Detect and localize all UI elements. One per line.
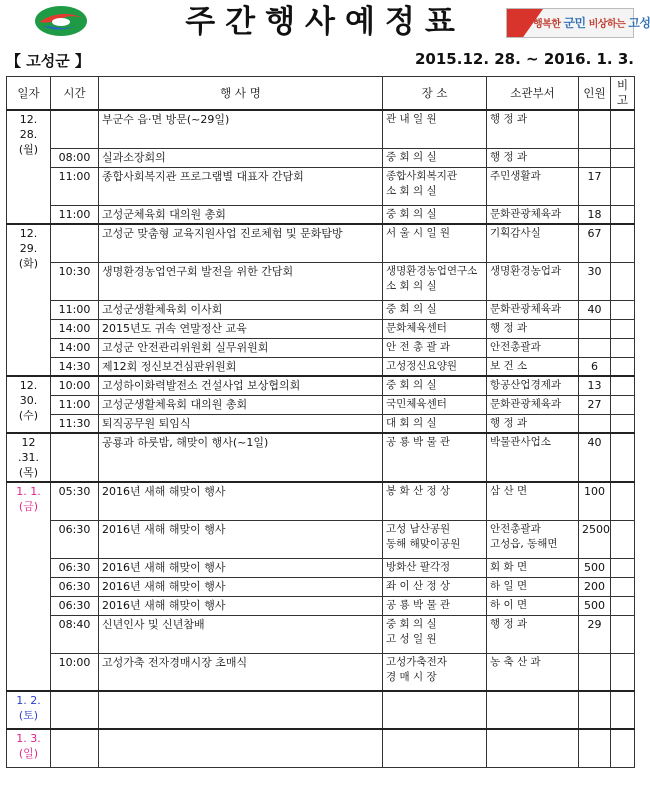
time-cell: 14:30 [51,357,99,376]
note-cell [611,262,635,300]
count-cell [579,148,611,167]
count-cell: 27 [579,395,611,414]
event-name-cell: 고성군체육회 대의원 총회 [99,205,383,224]
dept-cell: 안전총괄과 [487,338,579,357]
event-name-cell: 2016년 새해 해맞이 행사 [99,558,383,577]
count-cell: 17 [579,167,611,205]
count-cell [579,319,611,338]
time-cell: 11:00 [51,167,99,205]
count-cell [579,338,611,357]
place-cell: 고성가축전자 경 매 시 장 [383,653,487,691]
place-cell: 서 울 시 일 원 [383,224,487,262]
count-cell: 500 [579,596,611,615]
note-cell [611,319,635,338]
place-cell: 고성정신요양원 [383,357,487,376]
note-cell [611,653,635,691]
time-cell: 11:00 [51,205,99,224]
table-row [7,338,635,357]
table-row [7,167,635,205]
table-row [7,224,635,262]
event-name-cell: 2016년 새해 해맞이 행사 [99,482,383,520]
place-cell: 대 회 의 실 [383,414,487,433]
event-name-cell: 2015년도 귀속 연말정산 교육 [99,319,383,338]
event-name-cell [99,729,383,767]
time-cell: 11:00 [51,395,99,414]
count-cell [579,414,611,433]
time-cell: 14:00 [51,338,99,357]
place-cell: 중 회 의 실 [383,205,487,224]
place-cell: 방화산 팔각정 [383,558,487,577]
event-name-cell: 고성군 맞춤형 교육지원사업 진로체험 및 문화탐방 [99,224,383,262]
note-cell [611,691,635,729]
dept-cell: 문화관광체육과 [487,395,579,414]
dept-cell: 하 이 면 [487,596,579,615]
table-row [7,729,635,767]
dept-cell: 행 정 과 [487,414,579,433]
note-cell [611,395,635,414]
dept-cell [487,691,579,729]
event-name-cell: 고성하이화력발전소 건설사업 보상협의회 [99,376,383,395]
count-cell: 30 [579,262,611,300]
dept-cell: 행 정 과 [487,148,579,167]
dept-cell: 농 축 산 과 [487,653,579,691]
date-cell: 12 .31. (목) [7,433,51,482]
time-cell: 10:30 [51,262,99,300]
count-cell: 100 [579,482,611,520]
time-cell [51,691,99,729]
date-cell: 1. 3. (일) [7,729,51,767]
gosung-county-logo-icon [30,4,92,38]
count-cell: 67 [579,224,611,262]
dept-cell: 회 화 면 [487,558,579,577]
event-name-cell: 생명환경농업연구회 발전을 위한 간담회 [99,262,383,300]
col-header-dept: 소관부서 [487,77,579,111]
count-cell: 2500 [579,520,611,558]
time-cell: 06:30 [51,577,99,596]
table-row [7,482,635,520]
note-cell [611,482,635,520]
note-cell [611,558,635,577]
dept-cell: 문화관광체육과 [487,205,579,224]
count-cell [579,653,611,691]
note-cell [611,414,635,433]
place-cell: 공 룡 박 물 관 [383,433,487,482]
note-cell [611,376,635,395]
note-cell [611,205,635,224]
dept-cell: 보 건 소 [487,357,579,376]
table-row [7,300,635,319]
time-cell [51,729,99,767]
place-cell: 중 회 의 실 고 성 일 원 [383,615,487,653]
col-header-place: 장 소 [383,77,487,111]
note-cell [611,596,635,615]
event-name-cell: 종합사회복지관 프로그램별 대표자 간담회 [99,167,383,205]
time-cell: 11:00 [51,300,99,319]
place-cell [383,729,487,767]
count-cell: 6 [579,357,611,376]
time-cell: 14:00 [51,319,99,338]
event-name-cell [99,691,383,729]
note-cell [611,577,635,596]
count-cell [579,110,611,148]
slogan-text: 행복한 군민 비상하는 고성 [533,16,650,30]
event-name-cell: 2016년 새해 해맞이 행사 [99,596,383,615]
count-cell: 200 [579,577,611,596]
dept-cell: 생명환경농업과 [487,262,579,300]
count-cell [579,691,611,729]
time-cell [51,224,99,262]
col-header-event: 행 사 명 [99,77,383,111]
dept-cell: 행 정 과 [487,319,579,338]
note-cell [611,167,635,205]
event-name-cell: 고성군 안전관리위원회 실무위원회 [99,338,383,357]
period-label: 2015.12. 28. ~ 2016. 1. 3. [415,50,634,68]
col-header-date: 일자 [7,77,51,111]
place-cell: 문화체육센터 [383,319,487,338]
dept-cell: 행 정 과 [487,110,579,148]
place-cell: 안 전 총 괄 과 [383,338,487,357]
place-cell: 국민체육센터 [383,395,487,414]
table-row [7,357,635,376]
col-header-count: 인원 [579,77,611,111]
slogan-banner [506,8,650,38]
time-cell: 06:30 [51,596,99,615]
dept-cell: 기획감사실 [487,224,579,262]
time-cell: 05:30 [51,482,99,520]
dept-cell: 하 일 면 [487,577,579,596]
table-row [7,148,635,167]
place-cell: 좌 이 산 정 상 [383,577,487,596]
note-cell [611,148,635,167]
place-cell [383,691,487,729]
event-name-cell: 실과소장회의 [99,148,383,167]
event-name-cell: 제12회 정신보건심판위원회 [99,357,383,376]
time-cell: 10:00 [51,376,99,395]
col-header-time: 시간 [51,77,99,111]
table-row [7,653,635,691]
time-cell: 10:00 [51,653,99,691]
page-header [0,0,650,48]
note-cell [611,729,635,767]
place-cell: 중 회 의 실 [383,300,487,319]
event-name-cell: 부군수 읍·면 방문(~29일) [99,110,383,148]
place-cell: 공 룡 박 물 관 [383,596,487,615]
count-cell: 13 [579,376,611,395]
dept-cell [487,729,579,767]
schedule-table [6,76,635,768]
place-cell: 중 회 의 실 [383,376,487,395]
table-row [7,577,635,596]
schedule-body [7,110,635,767]
time-cell: 08:40 [51,615,99,653]
note-cell [611,357,635,376]
table-row [7,414,635,433]
count-cell: 500 [579,558,611,577]
dept-cell: 삼 산 면 [487,482,579,520]
event-name-cell: 고성군생활체육회 대의원 총회 [99,395,383,414]
table-header-row [7,77,635,111]
subheader-bar [6,48,634,72]
dept-cell: 안전총괄과 고성읍, 동해면 [487,520,579,558]
table-row [7,395,635,414]
time-cell: 06:30 [51,558,99,577]
event-name-cell: 고성가축 전자경매시장 초매식 [99,653,383,691]
dept-cell: 항공산업경제과 [487,376,579,395]
event-name-cell: 2016년 새해 해맞이 행사 [99,577,383,596]
table-row [7,596,635,615]
count-cell: 18 [579,205,611,224]
date-cell: 12. 29. (화) [7,224,51,376]
time-cell: 11:30 [51,414,99,433]
place-cell: 관 내 일 원 [383,110,487,148]
table-row [7,319,635,338]
department-label: 【 고성군 】 [6,52,90,70]
dept-cell: 문화관광체육과 [487,300,579,319]
col-header-note: 비고 [611,77,635,111]
note-cell [611,520,635,558]
date-cell: 1. 1. (금) [7,482,51,691]
page-title: 주간행사예정표 [185,4,465,40]
note-cell [611,338,635,357]
note-cell [611,433,635,482]
time-cell [51,433,99,482]
table-row [7,376,635,395]
date-cell: 12. 30. (수) [7,376,51,433]
event-name-cell: 퇴직공무원 퇴임식 [99,414,383,433]
note-cell [611,615,635,653]
dept-cell: 주민생활과 [487,167,579,205]
count-cell [579,729,611,767]
time-cell: 08:00 [51,148,99,167]
table-row [7,262,635,300]
place-cell: 중 회 의 실 [383,148,487,167]
place-cell: 종합사회복지관 소 회 의 실 [383,167,487,205]
dept-cell: 행 정 과 [487,615,579,653]
time-cell: 06:30 [51,520,99,558]
table-row [7,110,635,148]
table-row [7,691,635,729]
event-name-cell: 공룡과 하룻밤, 해맞이 행사(~1일) [99,433,383,482]
dept-cell: 박물관사업소 [487,433,579,482]
note-cell [611,300,635,319]
table-row [7,433,635,482]
count-cell: 40 [579,433,611,482]
time-cell [51,110,99,148]
count-cell: 29 [579,615,611,653]
place-cell: 고성 남산공원 동해 해맞이공원 [383,520,487,558]
event-name-cell: 고성군생활체육회 이사회 [99,300,383,319]
place-cell: 생명환경농업연구소 소 회 의 실 [383,262,487,300]
table-row [7,520,635,558]
count-cell: 40 [579,300,611,319]
date-cell: 12. 28. (월) [7,110,51,224]
table-row [7,558,635,577]
place-cell: 봉 화 산 정 상 [383,482,487,520]
table-row [7,205,635,224]
event-name-cell: 2016년 새해 해맞이 행사 [99,520,383,558]
table-row [7,615,635,653]
note-cell [611,110,635,148]
note-cell [611,224,635,262]
event-name-cell: 신년인사 및 신년참배 [99,615,383,653]
date-cell: 1. 2. (토) [7,691,51,729]
